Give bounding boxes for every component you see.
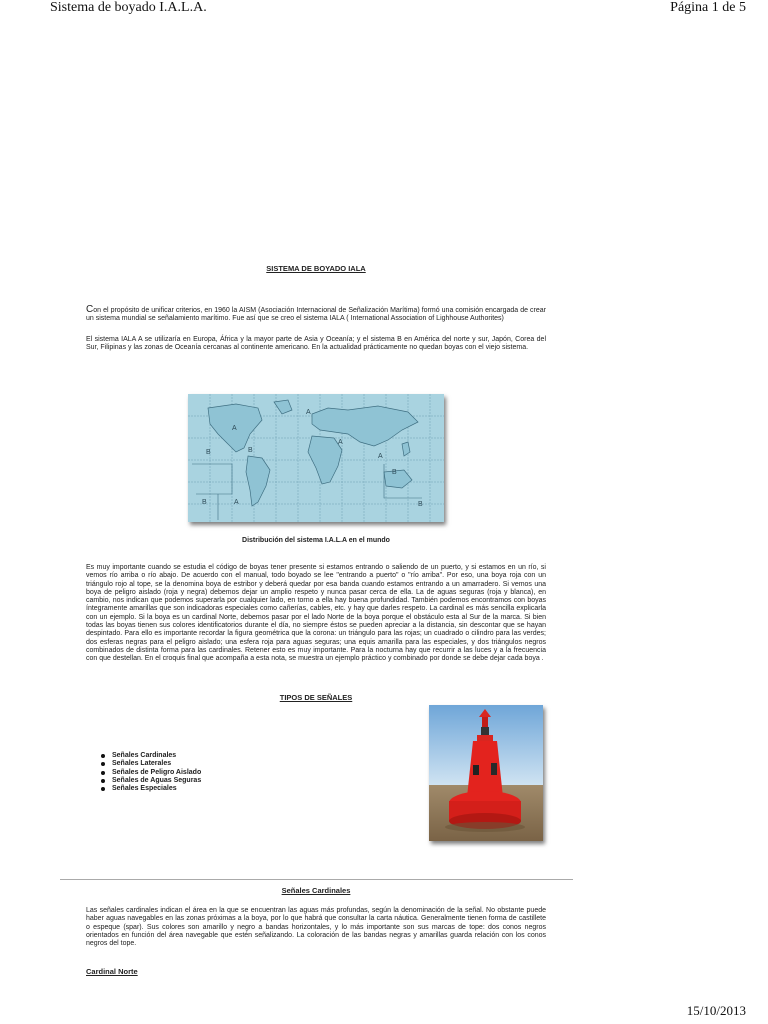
list-item: Señales de Peligro Aislado [98, 769, 201, 777]
paragraph-iala-systems: El sistema IALA A se utilizaría en Europa, África y la mayor parte de Asia y Oceanía; y el sistema B en América del norte y sur, Japón, Corea del Sur, Filipinas y las zonas de Oceanía cercanas al continente americano. En la actualidad prácticamente no quedan boyas con el viejo sistema. [86, 336, 546, 352]
list-item: Señales Especiales [98, 785, 201, 793]
page-number: Página 1 de 5 [670, 0, 746, 15]
document-title: Sistema de boyado I.A.L.A. [50, 0, 207, 15]
map-label: B [392, 469, 397, 476]
map-label: A [306, 409, 311, 416]
tipos-title: TIPOS DE SEÑALES [279, 693, 353, 702]
map-caption: Distribución del sistema I.A.L.A en el mundo [242, 537, 390, 544]
map-label: B [418, 501, 423, 508]
main-title: SISTEMA DE BOYADO IALA [266, 264, 366, 273]
list-item: Señales Cardinales [98, 752, 201, 760]
intro-paragraph [86, 306, 546, 324]
map-label: A [232, 425, 237, 432]
map-label: B [248, 447, 253, 454]
list-item: Señales de Aguas Seguras [98, 777, 201, 785]
map-label: A [338, 439, 343, 446]
world-map-graphic [188, 394, 444, 522]
map-label: B [206, 449, 211, 456]
map-label: B [202, 499, 207, 506]
list-item: Señales Laterales [98, 760, 201, 768]
drop-cap: C [86, 304, 94, 315]
cardinales-title: Señales Cardinales [281, 886, 351, 895]
section-divider [60, 879, 573, 880]
buoy-photo [429, 705, 543, 841]
iala-world-map [188, 394, 444, 522]
map-label: A [378, 453, 383, 460]
cardinal-norte-title: Cardinal Norte [86, 967, 138, 976]
map-label: A [234, 499, 239, 506]
intro-text: on el propósito de unificar criterios, en 1960 la AISM (Asociación Internacional de Señalización Marítima) formó una comisión encargada de crear un sistema mundial se señalamiento marítimo. Fue así que se creo el sistema IALA ( International Association of Lighhouse Authorites) [86, 307, 546, 323]
paragraph-buoy-code: Es muy importante cuando se estudia el código de boyas tener presente si estamos entrando o saliendo de un puerto, y si estamos en un río, si vemos río arriba o río abajo. De acuerdo con el manual, todo boyado se lee "entrando a puerto" o "río arriba". Por eso, una boya roja con un triángulo rojo al tope, se la denomina boya de estribor y deberá quedar por esa banda cuando estamos entrando a un amarradero. Si vemos una boya de peligro aislado (roja y negra) debemos dejar un amplio respeto y nunca pasar cerca de ella. La de aguas seguras (roja y blanca), en cambio, nos indican que podemos superarla por cualquier lado, en torno a ella hay buena profundidad. También podemos encontramos con boyas íntegramente amarillas que son indicadoras especiales como cañerías, cables, etc. y hay que darles respeto. La cardinal es más sencilla explicarla con un ejemplo. Si la boya es un cardinal Norte, debemos pasar por el lado Norte de la boya porque el obstáculo esta al Sur de la marca. Si bien todas las boyas tienen sus colores identificatorios durante el día, no siempre éstos se pueden apreciar a la distancia, sin descontar que se hayan despintado. Para ello es importante recordar la figura geométrica que la corona: un triángulo para las rojas; un cuadrado o cilindro para las verdes; dos esferas negras para el peligro aislado; una esfera roja para aguas seguras; una equis amarilla para las especiales, y dos triángulos negros combinados de distinta forma para las cardinales. Retener esto es muy importante. Para la nocturna hay que recurrir a las luces y a la frecuencia con que destellan. En el croquis final que acompaña a esta nota, se muestra un ejemplo práctico y combinado por donde se debe dejar cada boya . [86, 564, 546, 663]
paragraph-cardinales: Las señales cardinales indican el área en la que se encuentran las aguas más profundas, según la denominación de la señal. No obstante puede haber aguas navegables en las zonas próximas a la boya, por lo que habrá que consultar la carta náutica. Generalmente tienen forma de castillete o espeque (spar). Sus colores son amarillo y negro a bandas horizontales, y lo más importante son sus marcas de tope: dos conos negros orientados en función del área navegable que estén señalizando. La coloración de las bandas negras y amarillas guarda relación con los conos negros del tope. [86, 907, 546, 948]
buoy-graphic [429, 705, 543, 841]
print-date: 15/10/2013 [686, 1003, 746, 1018]
signal-types-list [98, 752, 201, 793]
